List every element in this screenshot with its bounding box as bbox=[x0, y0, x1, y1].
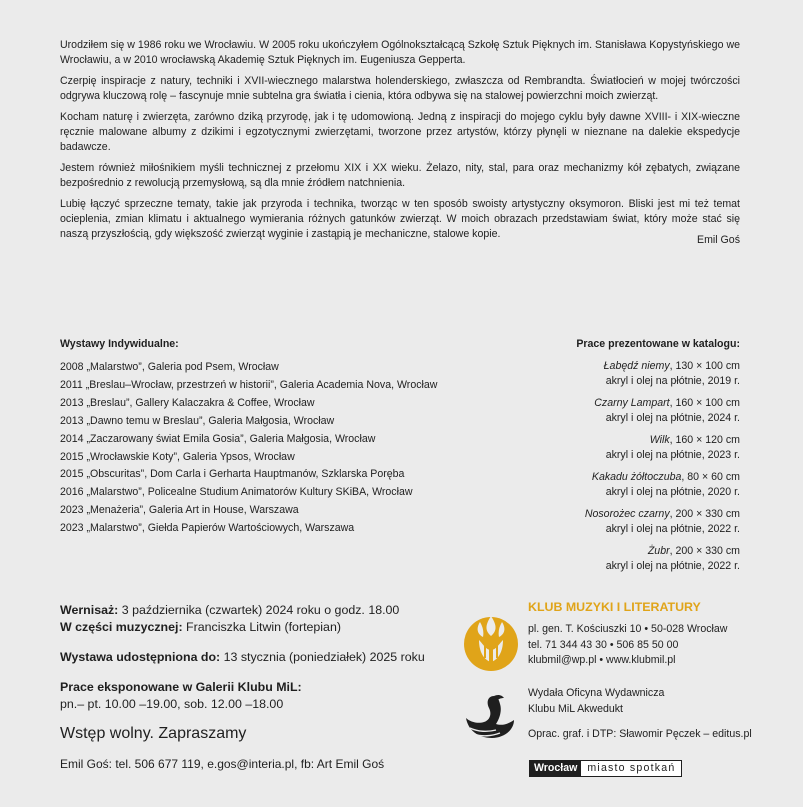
club-address bbox=[528, 622, 727, 669]
list-item: 2016 „Malarstwo”, Policealne Studium Animatorów Kultury SKiBA, Wrocław bbox=[60, 486, 413, 499]
work-item bbox=[480, 433, 740, 463]
bio-paragraph-2: Czerpię inspiracje z natury, techniki i XVII-wiecznego malarstwa holenderskiego, zwłaszcza od Rembrandta. Światłocień w mojej twórczości odgrywa kluczową rolę – fascynuje mnie subtelna gra światła i cienia, która odbywa się na stalowej powierzchni moich zwierząt. bbox=[60, 75, 740, 102]
city-badge bbox=[529, 760, 682, 777]
swan-icon bbox=[464, 692, 516, 742]
publisher-line: Wydała Oficyna Wydawnicza bbox=[528, 687, 665, 699]
work-technique: akryl i olej na płótnie, 2023 r. bbox=[605, 449, 740, 461]
club-line: pl. gen. T. Kościuszki 10 • 50-028 Wrocław bbox=[528, 623, 728, 635]
bio-paragraph-3: Kocham naturę i zwierzęta, zarówno dziką przyrodę, jak i tę udomowioną. Jedną z inspiracji do mojego cyklu były dawne XVIII- i XIX-wieczne ręcznie malowane albumy z dzikimi i egzotycznymi zwierzętami, tworzone przez artystów, którzy płynęli w nieznane na dalekie ekspedycje badawcze. bbox=[60, 111, 740, 153]
work-size: , 160 × 120 cm bbox=[669, 434, 740, 446]
list-item: 2013 „Breslau”, Gallery Kalaczakra & Coffee, Wrocław bbox=[60, 396, 315, 409]
city-badge-slogan: miasto spotkań bbox=[581, 761, 681, 776]
signature: Emil Goś bbox=[697, 234, 740, 246]
work-title: Łabędź niemy bbox=[603, 360, 670, 372]
work-item bbox=[480, 396, 740, 426]
bio-paragraph-5: Lubię łączyć sprzeczne tematy, takie jak przyroda i technika, tworząc w ten sposób swoisty artystyczny oksymoron. Bliski jest mi też temat ocieplenia, zmian klimatu i aktualnego wymierania różnych gatunków zwierząt. W moich obrazach przedstawiam świat, który może stać się naszą przyszłością, gdy większość zwierząt wyginie i zastąpią je mechaniczne, stalowe kopie. bbox=[60, 198, 740, 240]
entry-text: Wstęp wolny. Zapraszamy bbox=[60, 725, 247, 742]
gallery-hours: pn.– pt. 10.00 –19.00, sob. 12.00 –18.00 bbox=[60, 697, 284, 711]
work-item bbox=[480, 544, 740, 574]
works-heading: Prace prezentowane w katalogu: bbox=[576, 338, 740, 350]
work-size: , 130 × 100 cm bbox=[669, 360, 740, 372]
list-item: 2015 „Wrocławskie Koty”, Galeria Ypsos, Wrocław bbox=[60, 450, 295, 463]
work-technique: akryl i olej na płótnie, 2022 r. bbox=[605, 560, 740, 572]
until-value: 13 stycznia (poniedziałek) 2025 roku bbox=[220, 650, 425, 664]
work-technique: akryl i olej na płótnie, 2020 r. bbox=[605, 486, 740, 498]
artist-contact: Emil Goś: tel. 506 677 119, e.gos@interia.pl, fb: Art Emil Goś bbox=[60, 757, 385, 771]
publisher-lines bbox=[528, 686, 664, 717]
work-technique: akryl i olej na płótnie, 2019 r. bbox=[605, 375, 740, 387]
work-size: , 80 × 60 cm bbox=[681, 471, 740, 483]
work-title: Nosorożec czarny bbox=[584, 508, 670, 520]
work-title: Czarny Lampart bbox=[594, 397, 670, 409]
work-item bbox=[480, 359, 740, 389]
list-item: 2014 „Zaczarowany świat Emila Gosia”, Galeria Małgosia, Wrocław bbox=[60, 432, 376, 445]
music-label: W części muzycznej: bbox=[60, 620, 183, 634]
list-item: 2023 „Malarstwo”, Giełda Papierów Wartościowych, Warszawa bbox=[60, 522, 355, 535]
until-label: Wystawa udostępniona do: bbox=[60, 650, 221, 664]
lyre-flame-icon bbox=[462, 610, 520, 672]
work-technique: akryl i olej na płótnie, 2022 r. bbox=[605, 523, 740, 535]
club-line: klubmil@wp.pl • www.klubmil.pl bbox=[528, 654, 676, 666]
work-title: Kakadu żółtoczuba bbox=[591, 471, 682, 483]
bio-paragraph-1: Urodziłem się w 1986 roku we Wrocławiu. W 2005 roku ukończyłem Ogólnokształcącą Szkołę Sztuk Pięknych im. Stanisława Kopystyńskiego we Wrocławiu, a w 2010 wrocławską Akademię Sztuk Pięknych im. Eugeniusza Gepperta. bbox=[60, 39, 740, 66]
list-item: 2023 „Menażeria”, Galeria Art in House, Warszawa bbox=[60, 504, 299, 517]
city-badge-name: Wrocław bbox=[530, 761, 581, 776]
club-title: KLUB MUZYKI I LITERATURY bbox=[528, 600, 701, 614]
publisher-line: Klubu MiL Akwedukt bbox=[528, 702, 624, 715]
list-item: 2013 „Dawno temu w Breslau”, Galeria Małgosia, Wrocław bbox=[60, 414, 335, 427]
list-item: 2008 „Malarstwo”, Galeria pod Psem, Wrocław bbox=[60, 361, 279, 373]
vernissage-label: Wernisaż: bbox=[60, 603, 119, 617]
exhibitions-heading: Wystawy Indywidualne: bbox=[60, 338, 179, 350]
work-title: Wilk bbox=[649, 434, 670, 446]
club-line: tel. 71 344 43 30 • 506 85 50 00 bbox=[528, 638, 679, 651]
work-technique: akryl i olej na płótnie, 2024 r. bbox=[605, 412, 740, 424]
exhibitions-section bbox=[60, 338, 520, 538]
design-credit: Oprac. graf. i DTP: Sławomir Pęczek – editus.pl bbox=[528, 728, 752, 740]
music-value: Franciszka Litwin (fortepian) bbox=[182, 620, 341, 634]
works-section bbox=[480, 338, 740, 581]
work-item bbox=[480, 470, 740, 500]
list-item: 2011 „Breslau–Wrocław, przestrzeń w historii”, Galeria Academia Nova, Wrocław bbox=[60, 378, 438, 391]
gallery-label: Prace eksponowane w Galerii Klubu MiL: bbox=[60, 680, 302, 694]
bio-paragraph-4: Jestem również miłośnikiem myśli technicznej z przełomu XIX i XX wieku. Żelazo, nity, stal, para oraz mechanizmy kół zębatych, związane bezpośrednio z rewolucją przemysłową, są dla mnie źródłem natchnienia. bbox=[60, 162, 740, 189]
work-size: , 200 × 330 cm bbox=[669, 508, 740, 520]
work-size: , 200 × 330 cm bbox=[669, 545, 740, 557]
list-item: 2015 „Obscuritas”, Dom Carla i Gerharta Hauptmanów, Szklarska Poręba bbox=[60, 468, 405, 481]
event-info bbox=[60, 602, 480, 771]
exhibitions-list bbox=[60, 359, 520, 538]
work-title: Żubr bbox=[647, 545, 670, 557]
work-item bbox=[480, 507, 740, 537]
work-size: , 160 × 100 cm bbox=[669, 397, 740, 409]
bio-text bbox=[60, 38, 740, 248]
vernissage-value: 3 października (czwartek) 2024 roku o godz. 18.00 bbox=[118, 603, 400, 617]
